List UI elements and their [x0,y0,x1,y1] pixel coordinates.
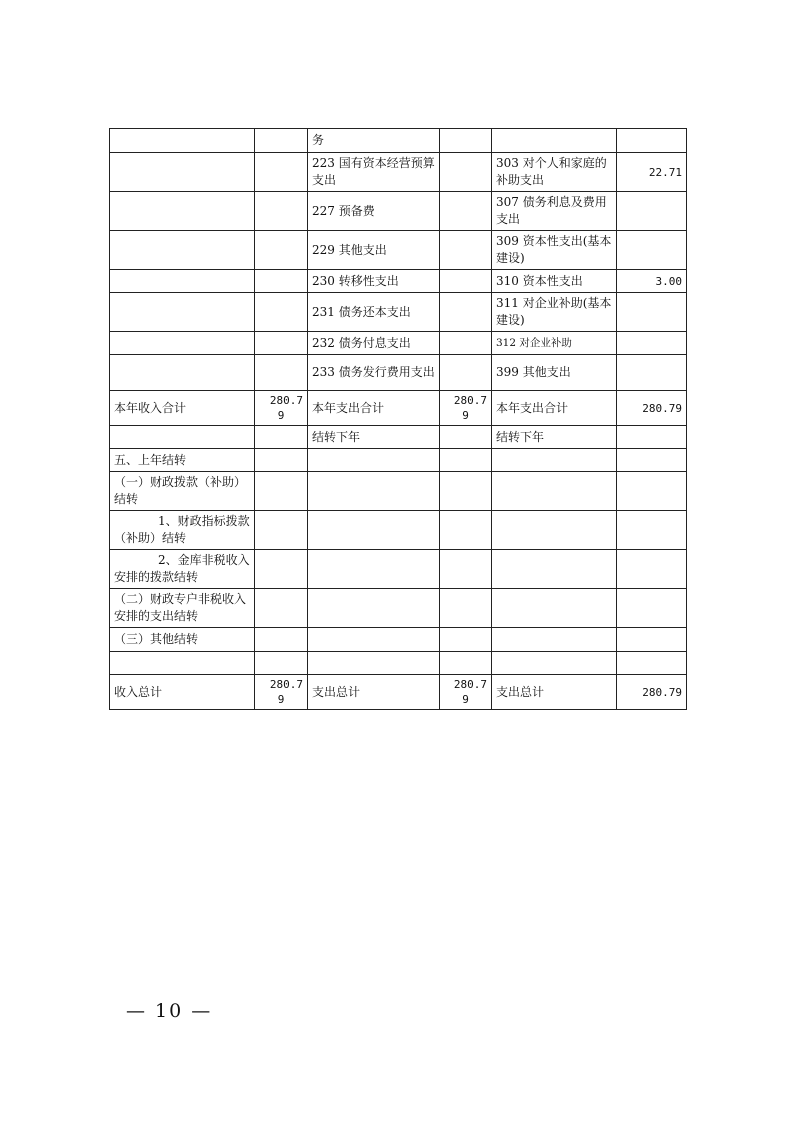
table-cell [492,129,617,153]
income-grand-total-label: 收入总计 [110,675,255,710]
table-cell: 307 债务利息及费用支出 [492,192,617,231]
table-row [110,293,687,332]
grand-total-row [110,675,687,710]
table-row [110,332,687,355]
table-cell [617,355,687,391]
table-cell: 227 预备费 [308,192,440,231]
table-row [110,550,687,589]
table-cell [617,192,687,231]
year-expense-total-value-2: 280.79 [617,391,687,426]
expense-grand-total-label-2: 支出总计 [492,675,617,710]
carry-forward-row [110,426,687,449]
expense-grand-total-value: 280.7 9 [440,675,492,710]
table-cell: 230 转移性支出 [308,270,440,293]
table-cell: 303 对个人和家庭的补助支出 [492,153,617,192]
year-expense-total-label: 本年支出合计 [308,391,440,426]
budget-table [109,128,687,710]
year-income-total-value: 280.7 9 [255,391,308,426]
table-row [110,231,687,270]
table-cell: 务 [308,129,440,153]
expense-grand-total-label: 支出总计 [308,675,440,710]
year-expense-total-value: 280.7 9 [440,391,492,426]
table-cell: 399 其他支出 [492,355,617,391]
table-cell: 311 对企业补助(基本建设) [492,293,617,332]
prior-year-label [110,652,255,675]
prior-year-label: 2、金库非税收入安排的拨款结转 [110,550,255,589]
table-row [110,511,687,550]
expense-grand-total-value-2: 280.79 [617,675,687,710]
table-row [110,355,687,391]
prior-year-label: 1、财政指标拨款（补助）结转 [110,511,255,550]
table-row [110,628,687,652]
table-cell: 232 债务付息支出 [308,332,440,355]
table-row [110,652,687,675]
table-cell: 312 对企业补助 [492,332,617,355]
table-row [110,472,687,511]
table-cell: 231 债务还本支出 [308,293,440,332]
year-income-total-label: 本年收入合计 [110,391,255,426]
year-total-row [110,391,687,426]
table-cell: 22.71 [617,153,687,192]
table-row [110,449,687,472]
prior-year-label: （二）财政专户非税收入安排的支出结转 [110,589,255,628]
table-row [110,192,687,231]
year-expense-total-label-2: 本年支出合计 [492,391,617,426]
page-number: — 10 — [126,1000,213,1022]
table-row [110,129,687,153]
income-grand-total-value: 280.7 9 [255,675,308,710]
table-cell [617,332,687,355]
table-row [110,270,687,293]
table-row [110,153,687,192]
table-cell [617,129,687,153]
carry-forward-label-2: 结转下年 [492,426,617,449]
table-row [110,589,687,628]
table-cell: 223 国有资本经营预算支出 [308,153,440,192]
prior-year-label: （一）财政拨款（补助）结转 [110,472,255,511]
table-cell [617,293,687,332]
prior-year-label: （三）其他结转 [110,628,255,652]
prior-year-label: 五、上年结转 [110,449,255,472]
table-cell: 310 资本性支出 [492,270,617,293]
table-cell [617,231,687,270]
table-cell: 3.00 [617,270,687,293]
table-cell: 229 其他支出 [308,231,440,270]
table-cell: 309 资本性支出(基本建设) [492,231,617,270]
carry-forward-label: 结转下年 [308,426,440,449]
table-cell: 233 债务发行费用支出 [308,355,440,391]
